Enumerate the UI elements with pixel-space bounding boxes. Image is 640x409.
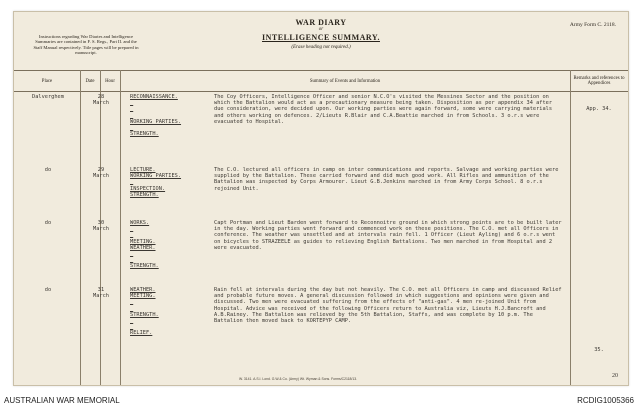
entry-remark: App. 34. (586, 106, 612, 112)
entry-text: The C.O. lectured all officers in camp on inter communications and reports. Salvage and working parties were supplied by the Battalion. These carried forward and did much good work. All Rifles and ammunition of the Battalion was inspected by Corps Armourer. Lieut G.B.Jenkins marched in from Army Corps School. 8 o.r.s rejoined Unit. (214, 167, 559, 192)
entry-heading: STRENGTH. (130, 191, 159, 198)
entry-heading: STRENGTH. (130, 311, 159, 318)
entry-heading: WORKS. (130, 220, 150, 226)
entry-remark: 35. (594, 347, 604, 353)
entry-heading: MEETING. (130, 238, 156, 245)
col-remarks: Remarks and references to Appendices (570, 71, 628, 92)
entry-place: do (44, 220, 52, 226)
entry-date: 29 March (93, 167, 109, 180)
entry-place: do (44, 167, 52, 173)
instructions-note: Instructions regarding War Diaries and Intelligence Summaries are contained in F. S. Regs., Part II. and the Staff Manual respectively. Title pages will be prepared in manuscript. (33, 34, 139, 56)
entry-heading: WEATHER. (130, 287, 156, 293)
entry-heading: STRENGTH. (130, 263, 159, 270)
entry-heading: STRENGTH. (130, 131, 159, 138)
entry-place: do (44, 287, 52, 293)
col-hour: Hour (100, 71, 120, 92)
rule-line (120, 70, 121, 385)
entry-text: Rain fell at intervals during the day but not heavily. The C.O. met all Officers in camp and discussed Relief and probable future moves. A general discussion followed in which suggestions and opinions were given and discussed. Two men were evacuated suffering from the effects of "anti-gas". 4 men re-joined Unit from Hospital. Advice was received of the following Officers return to Australia viz, Lieuts H.J.Bancroft and A.B.Rainey. The Battalion was relieved by the 5th Battalion, Staffs, and was complete by 10 p.m. The Battalion then moved back to KORTEPYP CAMP. (214, 287, 562, 325)
printer-imprint: W. 3141. A.S.I. Lond. G.W.& Co. (Army) Wt. Wyman & Sons. Forms/C2118/13. (239, 377, 358, 381)
rule-line (570, 70, 571, 385)
diary-sheet (13, 11, 629, 386)
page-number: 20 (612, 373, 618, 379)
diary-subtitle: INTELLIGENCE SUMMARY. (262, 33, 380, 42)
entry-heading: WORKING PARTIES. (130, 173, 182, 180)
rule-line (80, 70, 81, 385)
column-header-row (14, 70, 628, 92)
col-place: Place (14, 71, 80, 92)
entry-heading: MEETING. (130, 293, 156, 300)
entry-headings (130, 287, 208, 337)
entry-heading: INSPECTION. (130, 185, 166, 192)
diary-title: WAR DIARY (295, 18, 347, 27)
entry-date: 30 March (93, 220, 109, 233)
col-date: Date (80, 71, 100, 92)
entry-headings (130, 220, 208, 270)
entry-date: 31 March (93, 287, 109, 300)
entry-heading: RECONNAISSANCE. (130, 94, 178, 100)
col-summary: Summary of Events and Information (120, 71, 570, 92)
entry-text: Capt Portman and Lieut Barden went forward to Reconnoitre ground in which strong points are to be built later in the day. Working parties went forward and commenced work on these positions. The C.O. met all Officers in conference. The weather was unsettled and at intervals rain fell. 1 Officer (Lieut Ayling) and 6 o.r.s went on bicycles to STRAZEELE as guides to relieving English Battalions. Two men marched in from Hospital and 2 were evacuated. (214, 220, 562, 251)
entry-date: 28 March (93, 94, 109, 107)
entry-heading: RELIEF. (130, 330, 153, 337)
entry-heading: WORKING PARTIES. (130, 118, 182, 125)
entry-heading: LECTURE. (130, 167, 156, 173)
entry-headings (130, 94, 208, 137)
entry-place: Dalverghem (32, 94, 64, 100)
archive-credit: AUSTRALIAN WAR MEMORIAL (4, 396, 120, 405)
erase-note: (Erase heading not required.) (291, 45, 351, 50)
title-or: or (318, 27, 324, 32)
entry-headings (130, 167, 208, 198)
record-id: RCDIG1005366 (577, 396, 634, 405)
army-form-label: Army Form C. 2118. (569, 22, 616, 28)
entry-heading: WEATHER. (130, 244, 156, 251)
entry-text: The Coy Officers, Intelligence Officer and senior N.C.O's visited the Messines Sector and the position on which the Battalion would act as a precautionary measure being taken. Disposition as per appendix 34 after due consideration, were decided upon. Our working parties were again forward, some were carrying materials and others working on defences. 2/Lieuts R.Blair and C.A.Beattie marched in from Schools. 3 o.r.s were evacuated to Hospital. (214, 94, 553, 125)
